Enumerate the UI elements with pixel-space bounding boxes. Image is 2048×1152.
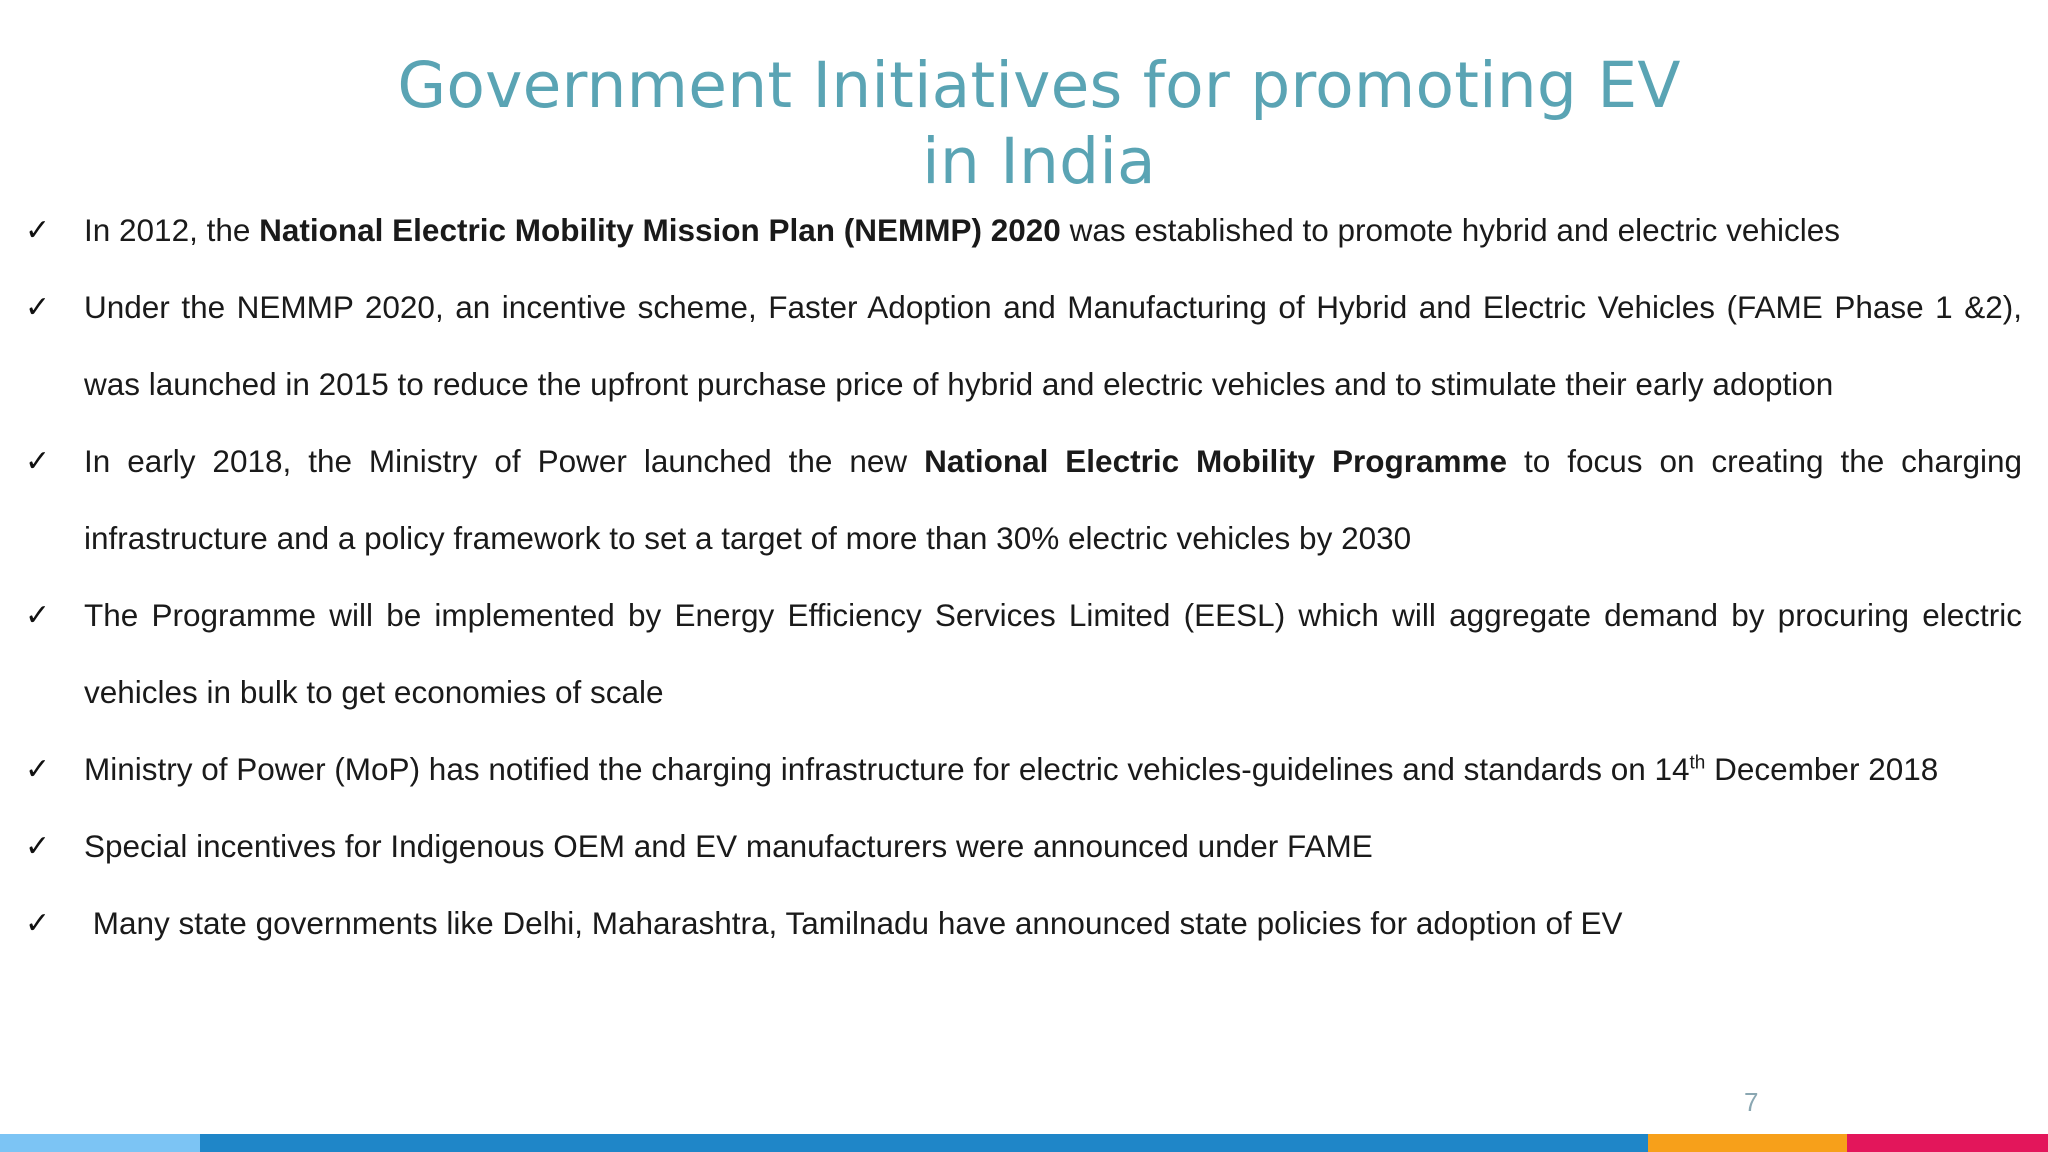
bullet-item [0, 269, 2048, 423]
slide-title [0, 48, 2048, 200]
footer-bar-segment-light-blue [0, 1134, 200, 1152]
checkmark-icon: ✓ [25, 444, 51, 479]
footer-bar-segment-orange [1648, 1134, 1847, 1152]
footer-bar-segment-pink [1847, 1134, 2048, 1152]
footer-color-bar [0, 1134, 2048, 1152]
bullet-item [0, 577, 2048, 731]
bullet-item [0, 423, 2048, 577]
bullet-item [0, 808, 2048, 885]
checkmark-icon: ✓ [25, 290, 51, 325]
slide-title-line-1: Government Initiatives for promoting EV [397, 49, 1681, 123]
checkmark-icon: ✓ [25, 213, 51, 248]
bullet-item [0, 192, 2048, 269]
bullet-superscript: th [1689, 752, 1706, 774]
bullet-bold-text: National Electric Mobility Programme [924, 443, 1508, 479]
bullet-item [0, 731, 2048, 808]
bullet-text: Under the NEMMP 2020, an incentive scheme, Faster Adoption and Manufacturing of Hybrid and Electric Vehicles (FAME Phase 1 &2), was launched in 2015 to reduce the upfront purchase price of hybrid and electric vehicles and to stimulate their early adoption [84, 289, 2022, 402]
bullet-text: The Programme will be implemented by Energy Efficiency Services Limited (EESL) which will aggregate demand by procuring electric vehicles in bulk to get economies of scale [84, 597, 2022, 710]
checkmark-icon: ✓ [25, 906, 51, 941]
bullet-text: In early 2018, the Ministry of Power launched the new [84, 443, 925, 479]
bullet-text: Ministry of Power (MoP) has notified the charging infrastructure for electric vehicles-guidelines and standards on 14 [84, 751, 1690, 787]
bullet-text: was established to promote hybrid and electric vehicles [1060, 212, 1840, 248]
footer-bar-segment-blue [200, 1134, 1648, 1152]
bullet-text: December 2018 [1705, 751, 1939, 787]
slide-title-line-2: in India [922, 125, 1156, 199]
checkmark-icon: ✓ [25, 829, 51, 864]
checkmark-icon: ✓ [25, 752, 51, 787]
bullet-bold-text: National Electric Mobility Mission Plan (NEMMP) 2020 [259, 212, 1061, 248]
bullet-text: to focus on creating the charging infrastructure and a policy framework to set a target of more than 30% electric vehicles by 2030 [84, 443, 2023, 556]
page-number: 7 [1744, 1087, 1759, 1117]
bullet-list [0, 192, 2048, 962]
bullet-item [0, 885, 2048, 962]
checkmark-icon: ✓ [25, 598, 51, 633]
bullet-text: In 2012, the [84, 212, 260, 248]
bullet-text: Many state governments like Delhi, Maharashtra, Tamilnadu have announced state policies for adoption of EV [84, 905, 1623, 941]
bullet-text: Special incentives for Indigenous OEM and EV manufacturers were announced under FAME [84, 828, 1373, 864]
